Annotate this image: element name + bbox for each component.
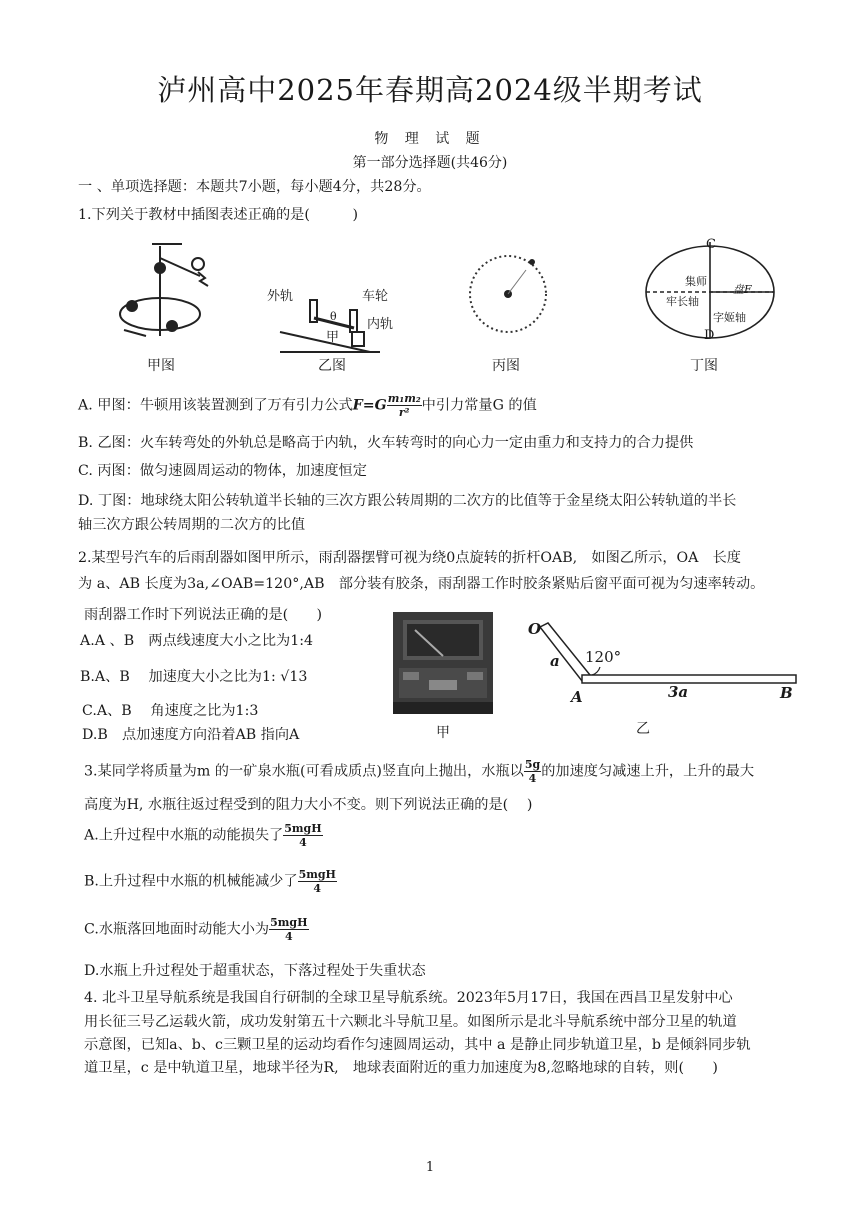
- car-photo-label: 甲: [436, 725, 450, 741]
- point-o-label: O: [528, 620, 542, 638]
- q3-c-frac-num: 5mgH: [270, 916, 308, 929]
- theta-label: θ: [330, 310, 337, 323]
- q3-c-text: C.水瓶落回地面时动能大小为: [84, 921, 270, 938]
- q3-a-text: A.上升过程中水瓶的动能损失了: [84, 827, 284, 844]
- point-b-label: B: [780, 684, 793, 702]
- figure-bing-circle: [462, 240, 554, 345]
- page-number: 1: [425, 1160, 435, 1175]
- q3-b-frac-den: 4: [313, 882, 322, 895]
- length-a-label: a: [550, 652, 560, 670]
- q1-stem: 1.下列关于教材中插图表述正确的是( ): [78, 207, 358, 223]
- q3-option-a: [84, 822, 323, 849]
- ding-panf-label: 盘F: [733, 283, 752, 296]
- point-a-label: A: [571, 688, 583, 706]
- inner-rail-label: 内轨: [367, 317, 394, 332]
- q3-a-frac-num: 5mgH: [284, 822, 322, 835]
- q3-stem-line2: 高度为H, 水瓶往返过程受到的阻力大小不变。则下列说法正确的是( ): [84, 797, 533, 813]
- q4-stem-line3: 示意图，已知a、b、c三颗卫星的运动均看作匀速圆周运动，其中 a 是静止同步轨道卫星，b 是倾斜同步轨: [84, 1037, 751, 1053]
- figure-bing-label: 丙图: [492, 358, 520, 374]
- figure-yi-label: 乙图: [318, 358, 346, 374]
- q3-acc-num: 5g: [524, 758, 541, 771]
- outer-rail-label: 外轨: [267, 289, 294, 304]
- figure-jia-label: 甲图: [147, 358, 175, 374]
- q1-a-formula-den: r²: [398, 406, 410, 419]
- angle-label: 120°: [585, 648, 622, 666]
- q3-c-frac-den: 4: [284, 930, 293, 943]
- q2-stem-line2: 为 a、AB 长度为3a,∠OAB=120°,AB 部分装有胶条，雨刮器工作时胶条紧贴后窗平面可视为匀速率转动。: [78, 576, 765, 592]
- q3-stem-a: 3.某同学将质量为m 的一矿泉水瓶(可看成质点)竖直向上抛出，水瓶以: [84, 763, 524, 780]
- q1-option-d-line2: 轴三次方跟公转周期的二次方的比值: [78, 517, 306, 533]
- section-heading: 一 、单项选择题：本题共7小题，每小题4分，共28分。: [78, 179, 431, 195]
- ding-c-label: C: [706, 237, 716, 252]
- q3-option-b: [84, 868, 337, 895]
- q1-a-text: A. 甲图：牛顿用该装置测到了万有引力公式: [78, 397, 353, 414]
- jia-small-label: 甲: [326, 330, 340, 345]
- q2-option-a: A.A 、B 两点线速度大小之比为1:4: [80, 633, 314, 649]
- q3-option-c: [84, 916, 309, 943]
- figure-wiper-diagram: [520, 615, 800, 705]
- q1-a-formula: F=G: [352, 397, 387, 414]
- q2-option-d: D.B 点加速度方向沿着AB 指向A: [82, 727, 300, 743]
- subject-title: 物 理 试 题: [374, 131, 486, 147]
- q4-stem-line1: 4. 北斗卫星导航系统是我国自行研制的全球卫星导航系统。2023年5月17日，我国在西昌卫星发射中心: [84, 990, 733, 1006]
- q1-option-c: C. 丙图：做匀速圆周运动的物体，加速度恒定: [78, 463, 367, 479]
- q1-option-b: B. 乙图：火车转弯处的外轨总是略高于内轨，火车转弯时的向心力一定由重力和支持力的合力提供: [78, 435, 694, 451]
- ding-jishi-label: 集师: [685, 275, 707, 288]
- figure-jia-apparatus: [110, 236, 220, 351]
- q3-b-text: B.上升过程中水瓶的机械能减少了: [84, 873, 298, 890]
- ding-zizi-label: 字姬轴: [713, 311, 746, 324]
- q3-option-d: D.水瓶上升过程处于超重状态，下落过程处于失重状态: [84, 963, 426, 979]
- q2-stem-line1: 2.某型号汽车的后雨刮器如图甲所示，雨刮器摆臂可视为绕0点旋转的折杆OAB, 如图乙所示，OA 长度: [78, 550, 741, 566]
- q2-option-c: C.A、B 角速度之比为1:3: [82, 703, 259, 719]
- page-title: 泸州高中2025年春期高2024级半期考试: [157, 73, 703, 107]
- q1-option-a: [78, 392, 537, 419]
- q2-option-b: B.A、B 加速度大小之比为1: √13: [80, 669, 308, 685]
- part-title: 第一部分选择题(共46分): [352, 155, 508, 171]
- figure-ding-label: 丁图: [690, 358, 718, 374]
- q4-stem-line2: 用长征三号乙运载火箭，成功发射第五十六颗北斗导航卫星。如图所示是北斗导航系统中部分卫星的轨道: [84, 1014, 737, 1030]
- q4-stem-line4: 道卫星，c 是中轨道卫星，地球半径为R, 地球表面附近的重力加速度为8,忽略地球的自转，则( ): [84, 1060, 718, 1076]
- wiper-diagram-label: 乙: [636, 721, 650, 737]
- q1-option-d-line1: D. 丁图：地球绕太阳公转轨道半长轴的三次方跟公转周期的二次方的比值等于金星绕太阳公转轨道的半长: [78, 493, 737, 509]
- ding-d-label: D: [704, 328, 715, 343]
- q3-acc-den: 4: [528, 772, 537, 785]
- q3-stem-b: 的加速度匀减速上升，上升的最大: [541, 763, 755, 780]
- q3-b-frac-num: 5mgH: [298, 868, 336, 881]
- figure-car-photo: [393, 612, 493, 714]
- q1-a-text-post: 中引力常量G 的值: [421, 397, 537, 414]
- q2-stem-line3: 雨刮器工作时下列说法正确的是( ): [84, 607, 323, 623]
- q3-stem-line1: [84, 758, 754, 785]
- q1-a-formula-num: m₁m₂: [387, 392, 421, 405]
- length-3a-label: 3a: [668, 683, 689, 701]
- q3-a-frac-den: 4: [299, 836, 307, 849]
- wheel-label: 车轮: [362, 289, 389, 304]
- ding-laozhang-label: 牢长轴: [666, 295, 699, 308]
